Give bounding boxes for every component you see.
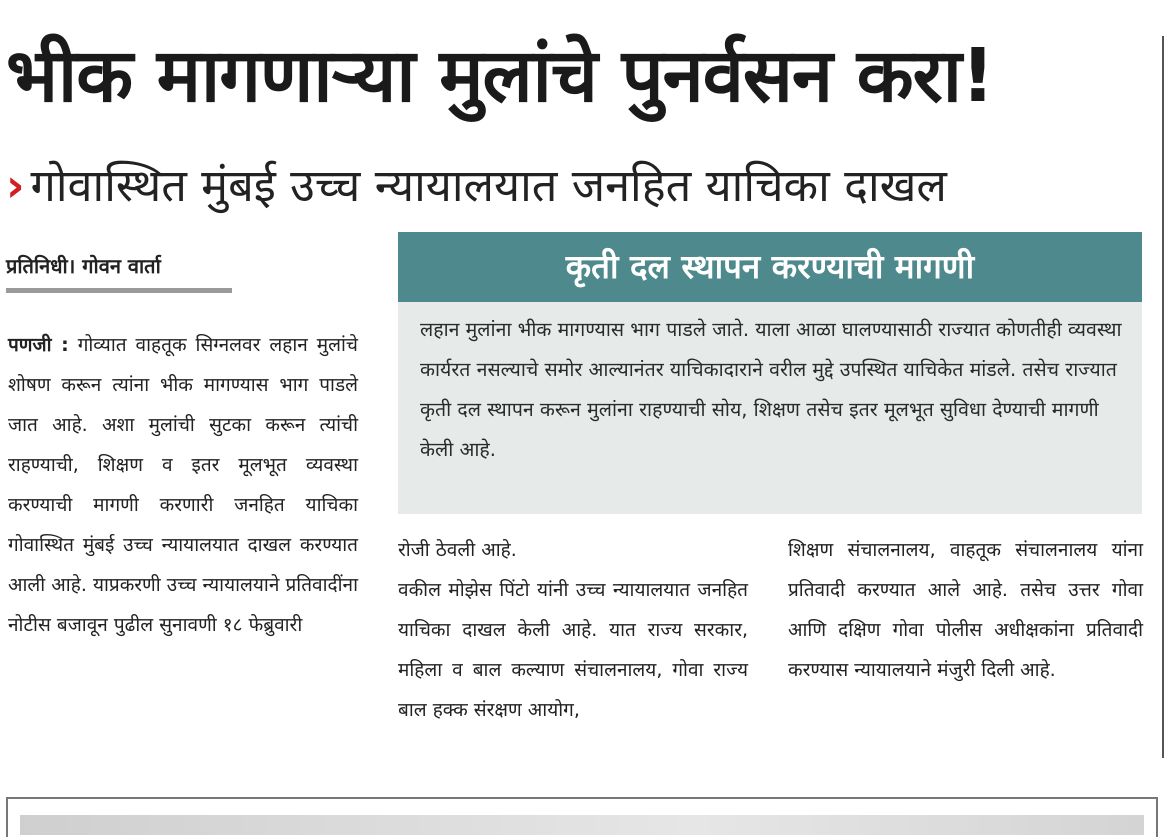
chevron-right-icon: › bbox=[6, 159, 25, 212]
box-heading: कृती दल स्थापन करण्याची मागणी bbox=[398, 232, 1142, 302]
article-column-2 bbox=[398, 530, 748, 730]
byline: प्रतिनिधी। गोवन वार्ता bbox=[6, 254, 161, 278]
highlight-box bbox=[398, 302, 1142, 514]
article-column-3 bbox=[788, 530, 1143, 690]
column-divider-right bbox=[1162, 36, 1164, 758]
headline: भीक मागणाऱ्या मुलांचे पुनर्वसन करा! bbox=[6, 33, 994, 119]
column-2-text: रोजी ठेवली आहे. वकील मोझेस पिंटो यांनी उच्च न्यायालयात जनहित याचिका दाखल केली आहे. यात राज्य सरकार, महिला व बाल कल्याण संचालनालय, गोवा राज्य बाल हक्क संरक्षण आयोग, bbox=[398, 539, 748, 721]
next-article-banner bbox=[20, 815, 1144, 835]
subheadline bbox=[6, 156, 1156, 216]
box-text: लहान मुलांना भीक मागण्यास भाग पाडले जाते. याला आळा घालण्यासाठी राज्यात कोणतीही व्यवस्था कार्यरत नसल्याचे समोर आल्यानंतर याचिकादाराने वरील मुद्दे उपस्थित याचिकेत मांडले. तसेच राज्यात कृती दल स्थापन करून मुलांना राहण्याची सोय, शिक्षण तसेच इतर मूलभूत सुविधा देण्याची मागणी केली आहे. bbox=[420, 318, 1122, 461]
subheadline-text: गोवास्थित मुंबई उच्च न्यायालयात जनहित याचिका दाखल bbox=[30, 159, 947, 212]
article-column-1 bbox=[8, 325, 358, 645]
byline-underline bbox=[6, 288, 232, 293]
column-1-text: गोव्यात वाहतूक सिग्नलवर लहान मुलांचे शोषण करून त्यांना भीक मागण्यास भाग पाडले जात आहे. अशा मुलांची सुटका करून त्यांची राहण्याची, शिक्षण व इतर मूलभूत व्यवस्था करण्याची मागणी करणारी जनहित याचिका गोवास्थित मुंबई उच्च न्यायालयात दाखल करण्यात आली आहे. याप्रकरणी उच्च न्यायालयाने प्रतिवादींना नोटीस बजावून पुढील सुनावणी १८ फेब्रुवारी bbox=[8, 334, 359, 636]
dateline: पणजी : bbox=[8, 334, 69, 356]
column-3-text: शिक्षण संचालनालय, वाहतूक संचालनालय यांना प्रतिवादी करण्यात आले आहे. तसेच उत्तर गोवा आणि दक्षिण गोवा पोलीस अधीक्षकांना प्रतिवादी करण्यास न्यायालयाने मंजुरी दिली आहे. bbox=[788, 539, 1143, 681]
